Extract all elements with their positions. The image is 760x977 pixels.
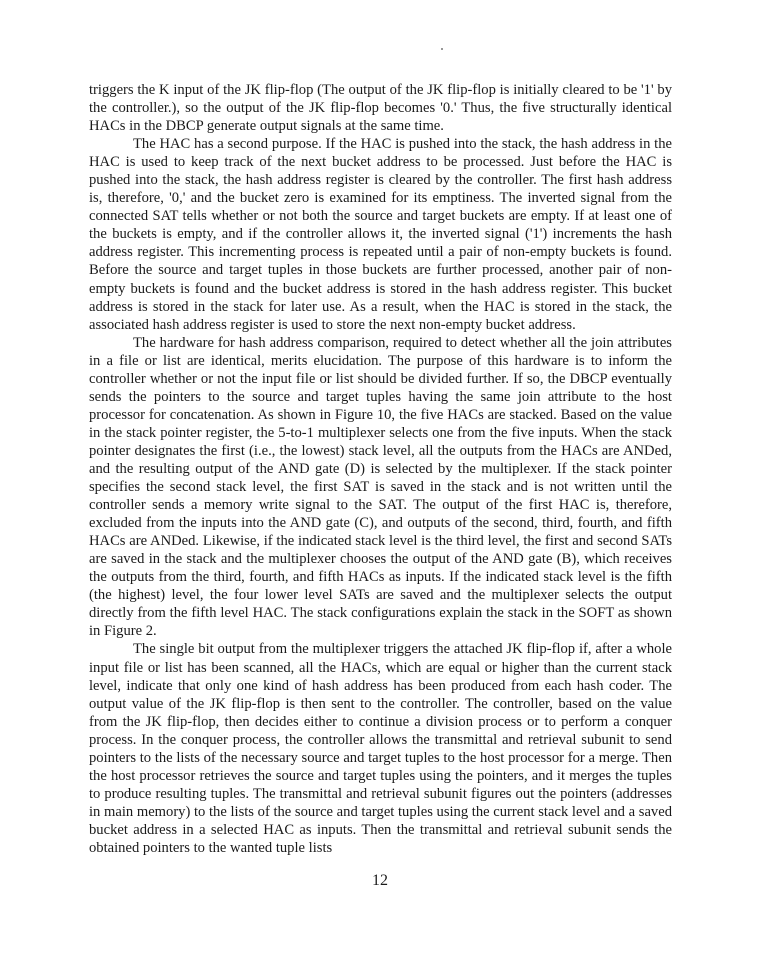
paragraph-hash-address-comparison: The hardware for hash address comparison, required to detect whether all the join attributes in a file or list are identical, merits elucidation. The purpose of this hardware is to inform the controller whether or not the input file or list should be divided further. If so, the DBCP eventually sends the pointers to the source and target tuples having the same join attribute to the host processor for concatenation. As shown in Figure 10, the five HACs are stacked. Based on the value in the stack pointer register, the 5-to-1 multiplexer selects one from the five inputs. When the stack pointer designates the first (i.e., the lowest) stack level, all the outputs from the HACs are ANDed, and the resulting output of the AND gate (D) is selected by the multiplexer. If the stack pointer specifies the second stack level, the first SAT is saved in the stack and is not written until the controller sends a memory write signal to the SAT. The output of the first HAC is, therefore, excluded from the inputs into the AND gate (C), and outputs of the second, third, fourth, and fifth HACs are ANDed. Likewise, if the indicated stack level is the third level, the first and second SATs are saved in the stack and the multiplexer chooses the output of the AND gate (B), which receives the outputs from the third, fourth, and fifth HACs as inputs. If the indicated stack level is the fifth (the highest) level, the four lower level SATs are saved and the multiplexer selects the output directly from the fifth level HAC. The stack configurations explain the stack in the SOFT as shown in Figure 2. [89,334,672,640]
paragraph-hac-second-purpose: The HAC has a second purpose. If the HAC is pushed into the stack, the hash address in the HAC is used to keep track of the next bucket address to be processed. Just before the HAC is pushed into the stack, the hash address register is cleared by the controller. The first hash address is, therefore, '0,' and the bucket zero is examined for its emptiness. The inverted signal from the connected SAT tells whether or not both the source and target buckets are empty. If at least one of the buckets is empty, and if the controller allows it, the inverted signal ('1') increments the hash address register. This incrementing process is repeated until a pair of non-empty buckets is found. Before the source and target tuples in those buckets are further processed, another pair of non-empty buckets is found and the bucket address is stored in the hash address register. This bucket address is stored in the stack for later use. As a result, when the HAC is stored in the stack, the associated hash address register is used to store the next non-empty bucket address. [89,136,672,333]
scan-speck [441,48,443,50]
paragraph-continuation: triggers the K input of the JK flip-flop (The output of the JK flip-flop is initially cleared to be '1' by the controller.), so the output of the JK flip-flop becomes '0.' Thus, the five structurally identical HACs in the DBCP generate output signals at the same time. [89,82,672,135]
page-number: 12 [372,872,388,889]
body-text [89,81,672,857]
paragraph-multiplexer-output: The single bit output from the multiplexer triggers the attached JK flip-flop if, after a whole input file or list has been scanned, all the HACs, which are equal or higher than the current stack level, indicate that only one kind of hash address has been produced from each hash coder. The output value of the JK flip-flop is then sent to the controller. The controller, based on the value from the JK flip-flop, then decides either to continue a division process or to perform a conquer process. In the conquer process, the controller allows the transmittal and retrieval subunit to send pointers to the lists of the necessary source and target tuples to the host processor for a merge. Then the host processor retrieves the source and target tuples using the pointers, and it merges the tuples to produce resulting tuples. The transmittal and retrieval subunit figures out the pointers (addresses in main memory) to the lists of the source and target tuples using the current stack level and a saved bucket address in a selected HAC as inputs. Then the transmittal and retrieval subunit sends the obtained pointers to the wanted tuple lists [89,641,672,856]
